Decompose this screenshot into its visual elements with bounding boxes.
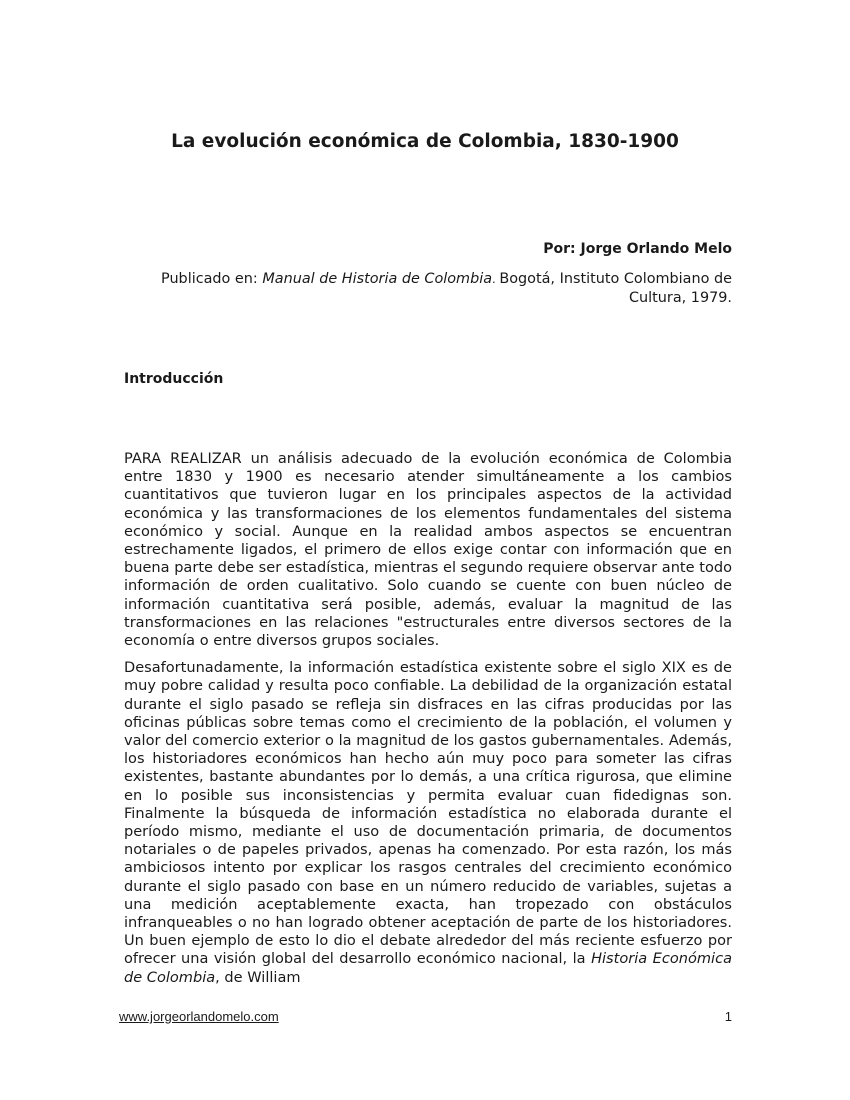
paragraph-2-italic: Historia Económica de Colombia xyxy=(124,950,732,986)
author-line: Por: Jorge Orlando Melo xyxy=(543,241,732,257)
section-heading: Introducción xyxy=(124,371,224,387)
publication-separator: . xyxy=(492,272,500,286)
footer-link[interactable]: www.jorgeorlandomelo.com xyxy=(119,1009,279,1024)
paragraph-2-text: Desafortunadamente, la información estadística existente sobre el siglo XIX es de muy pobre calidad y resulta poco confiable. La debilidad de la organización estatal durante el siglo pasado se refleja sin disfraces en las cifras producidas por las oficinas públicas sobre temas como el crecimiento de la población, el volumen y valor del comercio exterior o la magnitud de los gastos gubernamentales. Además, los historiadores económicos han hecho aún muy poco para someter las cifras existentes, bastante abundantes por lo demás, a una crítica rigurosa, que elimine en lo posible sus inconsistencias y permita evaluar cuan fidedignas son. Finalmente la búsqueda de información estadística no elaborada durante el período mismo, mediante el uso de documentación primaria, de documentos notariales o de papeles privados, apenas ha comenzado. Por esta razón, los más ambiciosos intento por explicar los rasgos centrales del crecimiento económico durante el siglo pasado con base en un número reducido de variables, sujetas a una medición aceptablemente exacta, han tropezado con obstáculos infranqueables o no han logrado obtener aceptación de parte de los historiadores. Un buen ejemplo de esto lo dio el debate alrededor del más reciente esfuerzo por ofrecer una visión global del desarrollo económico nacional, la xyxy=(124,659,732,968)
body-text xyxy=(124,450,732,996)
document-title: La evolución económica de Colombia, 1830-1900 xyxy=(171,131,679,152)
publication-info xyxy=(124,270,732,308)
paragraph-1: PARA REALIZAR un análisis adecuado de la evolución económica de Colombia entre 1830 y 1900 es necesario atender simultáneamente a los cambios cuantitativos que tuvieron lugar en los principales aspectos de la actividad económica y las transformaciones de los elementos fundamentales del sistema económico y social. Aunque en la realidad ambos aspectos se encuentran estrechamente ligados, el primero de ellos exige contar con información que en buena parte debe ser estadística, mientras el segundo requiere observar ante todo información de orden cualitativo. Solo cuando se cuente con buen núcleo de información cuantitativa será posible, además, evaluar la magnitud de las transformaciones en las relaciones "estructurales entre diversos sectores de la economía o entre diversos grupos sociales. xyxy=(124,450,732,650)
page-number: 1 xyxy=(724,1009,732,1024)
publication-prefix: Publicado en: xyxy=(161,271,263,287)
publication-work: Manual de Historia de Colombia xyxy=(262,271,493,287)
paragraph-2 xyxy=(124,659,732,987)
paragraph-2-tail: , de William xyxy=(215,968,301,986)
publication-rest: Bogotá, Instituto Colombiano de Cultura, 1979. xyxy=(499,271,732,306)
